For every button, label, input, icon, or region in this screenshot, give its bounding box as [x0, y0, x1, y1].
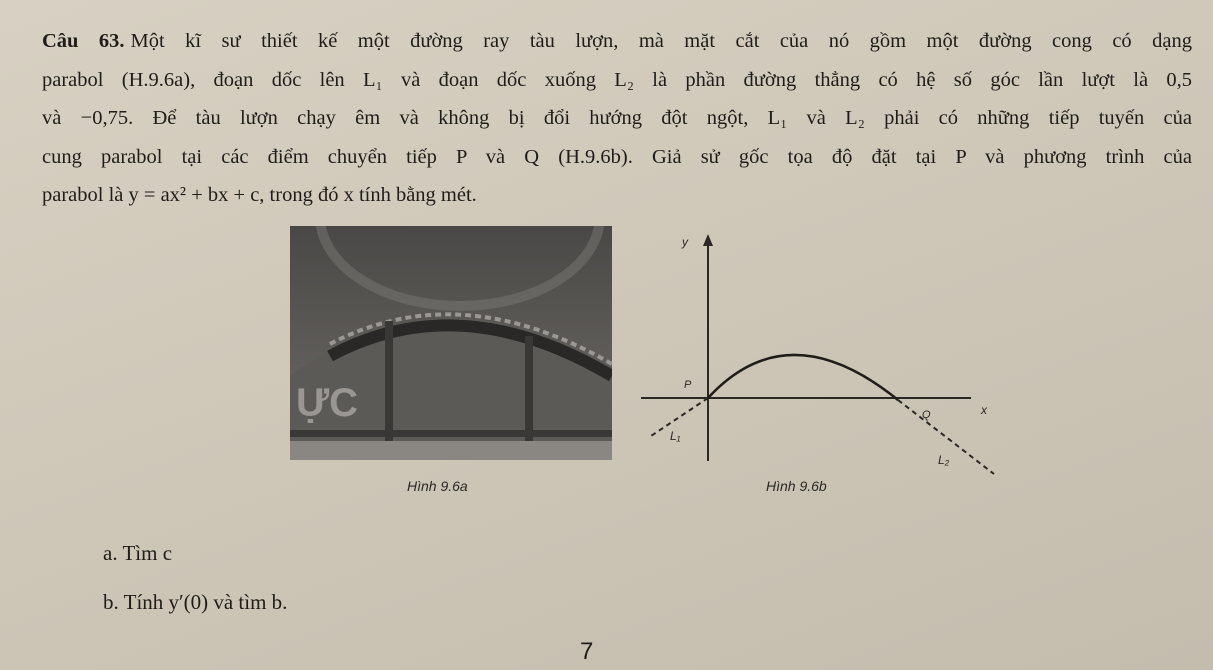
y-axis-label: y	[682, 235, 688, 249]
problem-label: Câu 63.	[42, 30, 125, 52]
point-p-label: P	[684, 379, 692, 391]
problem-line-5: parabol là y = ax² + bx + c, trong đó x tính bằng mét.	[42, 184, 477, 206]
point-q-label: Q	[922, 409, 931, 421]
problem-line-4: cung parabol tại các điểm chuyển tiếp P và Q (H.9.6b). Giả sử gốc tọa độ đặt tại P và phương trình của	[42, 145, 1192, 168]
graph-caption: Hình 9.6b	[766, 478, 827, 494]
problem-line-3: và −0,75. Để tàu lượn chạy êm và không bị đổi hướng đột ngột, L₁ và L₂ phải có những tiếp tuyến của	[42, 107, 1192, 129]
line-l1-label: L₁	[670, 429, 681, 443]
task-b: b. Tính y′(0) và tìm b.	[103, 590, 288, 614]
problem-text	[42, 22, 1192, 215]
photo-sign-text: ỰC	[296, 381, 359, 425]
parabola-graph	[636, 226, 996, 481]
parabola-curve	[708, 355, 898, 400]
x-axis-label: x	[981, 403, 987, 417]
problem-line-2: parabol (H.9.6a), đoạn dốc lên L₁ và đoạn dốc xuống L₂ là phần đường thẳng có hệ số góc lần lượt là 0,5	[42, 68, 1192, 91]
photo-caption: Hình 9.6a	[407, 478, 468, 494]
task-a: a. Tìm c	[103, 541, 173, 565]
page-number: 7	[580, 638, 594, 665]
roller-coaster-photo	[290, 226, 612, 460]
y-axis-arrow-icon	[703, 234, 713, 246]
problem-line-1: Câu 63. Một kĩ sư thiết kế một đường ray tàu lượn, mà mặt cắt của nó gồm một đường cong có dạng	[42, 30, 1192, 52]
line-l2-label: L₂	[938, 453, 950, 467]
